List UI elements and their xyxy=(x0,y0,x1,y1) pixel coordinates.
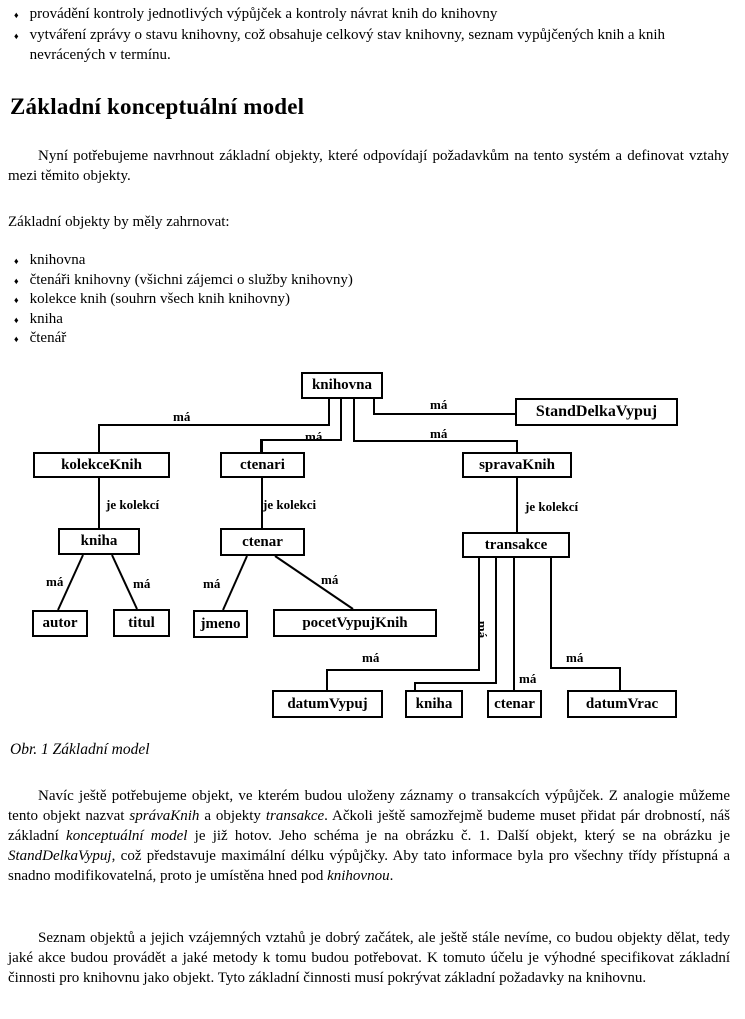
diagram-box-transakce: transakce xyxy=(462,532,570,558)
list-item xyxy=(14,25,730,65)
list-item xyxy=(14,271,714,291)
edge-label-ma-standdelka: má xyxy=(430,397,448,412)
edge-label-jekolekci-ctenar: je kolekci xyxy=(263,497,317,512)
term-konceptualni-model: konceptuální model xyxy=(66,828,188,844)
connector-transakce-datumvrac xyxy=(551,558,620,690)
diagram-box-titul: titul xyxy=(113,609,170,637)
section-heading: Základní konceptuální model xyxy=(10,94,305,119)
diagram-box-ctenari: ctenari xyxy=(220,452,305,478)
edge-label-ma-titul: má xyxy=(133,576,151,591)
edge-label-jekolekci-kniha: je kolekcí xyxy=(106,497,160,512)
bullet-icon: ♦ xyxy=(14,256,19,266)
diagram-box-jmeno: jmeno xyxy=(193,610,248,638)
diagram-box-kolekceknih: kolekceKnih xyxy=(33,452,170,478)
term-transakce: transakce xyxy=(265,808,325,824)
diagram-box-datumvrac: datumVrac xyxy=(567,690,677,718)
concept-model-diagram xyxy=(0,365,745,725)
list-item xyxy=(14,329,714,349)
paragraph-segment: . xyxy=(389,868,394,884)
diagram-box-pocetvypujknih: pocetVypujKnih xyxy=(273,609,437,637)
closing-paragraph: Seznam objektů a jejich vzájemných vztahů je dobrý začátek, ale ještě stále nevíme, co budou objekty dělat, tedy jaké akce budou provádět a jaké metody k tomu budou potřebovat. K tomuto účelu je výhodné specifikovat základní činnosti pro knihovnu jako objekt. Tyto základní činnosti musí pokrývat základní požadavky na knihovnu. xyxy=(8,930,730,986)
term-spravaknih: správaKnih xyxy=(129,808,200,824)
connector-knihovna-kolekceknih xyxy=(99,399,329,452)
diagram-box-ctenar-attr: ctenar xyxy=(487,690,542,718)
objects-bullet-list xyxy=(14,251,714,349)
paragraph-segment: je již hotov. Jeho schéma je na obrázku č. 1. Další objekt, který se na obrázku je xyxy=(187,828,731,844)
diagram-box-datumvypuj: datumVypuj xyxy=(272,690,383,718)
bullet-icon: ♦ xyxy=(14,334,19,344)
paragraph-segment: . Ačkoli ještě samozřejmě budeme muset přidat pár drobností, náš základní xyxy=(8,808,730,844)
list-item xyxy=(14,4,730,25)
diagram-box-kniha: kniha xyxy=(58,528,140,555)
edge-label-jekolekci-transakce: je kolekcí xyxy=(525,499,579,514)
diagram-box-spravaknih: spravaKnih xyxy=(462,452,572,478)
term-standdelkavypuj: StandDelkaVypuj xyxy=(8,848,112,864)
diagram-box-knihovna: knihovna xyxy=(301,372,383,399)
list-item xyxy=(14,290,714,310)
edge-label-ma-kniha-attr: má xyxy=(475,620,491,639)
paragraph-segment: , což představuje maximální délku výpůjčky. Aby tato informace byla pro všechny třídy přístupná a snadno modifikovatelná, proto je umístěna hned pod xyxy=(8,848,730,884)
bullet-icon: ♦ xyxy=(14,31,19,41)
bullet-text: provádění kontroly jednotlivých výpůjček a kontroly návrat knih do knihovny xyxy=(29,6,498,22)
bullet-text: kniha xyxy=(29,310,63,327)
connector-ctenar-jmeno xyxy=(223,556,247,610)
bullet-text: knihovna xyxy=(29,252,86,268)
edge-label-ma-kolekceknih: má xyxy=(173,409,191,424)
list-item xyxy=(14,310,714,330)
edge-label-ma-spravaknih: má xyxy=(430,426,448,441)
edge-label-ma-autor: má xyxy=(46,574,64,589)
paragraph-segment: a objekty xyxy=(199,808,266,824)
diagram-box-autor: autor xyxy=(32,610,88,637)
model-paragraph xyxy=(8,786,730,886)
objects-intro-line: Základní objekty by měly zahrnovat: xyxy=(8,214,230,230)
diagram-box-kniha-attr: kniha xyxy=(405,690,463,718)
requirements-bullet-list xyxy=(14,4,730,65)
edge-label-ma-jmeno: má xyxy=(203,576,221,591)
diagram-box-ctenar: ctenar xyxy=(220,528,305,556)
figure-caption: Obr. 1 Základní model xyxy=(10,741,150,758)
edge-label-ma-ctenari: má xyxy=(305,429,323,444)
bullet-text: kolekce knih (souhrn všech knih knihovny) xyxy=(29,291,290,307)
edge-label-ma-datumvypuj: má xyxy=(362,650,380,665)
paragraph-segment: Navíc ještě potřebujeme objekt, ve kterém budou uloženy záznamy o transakcích výpůjček. Z analogie můžeme tento objekt nazvat xyxy=(8,788,730,824)
term-knihovnou: knihovnou xyxy=(327,868,390,884)
list-item xyxy=(14,251,714,271)
bullet-text: vytváření zprávy o stavu knihovny, což obsahuje celkový stav knihovny, seznam vypůjčených knih a knih nevrácených v termínu. xyxy=(29,27,665,63)
intro-paragraph: Nyní potřebujeme navrhnout základní objekty, které odpovídají požadavkům na tento systém a definovat vztahy mezi těmito objekty. xyxy=(8,148,729,184)
edge-label-ma-datumvrac: má xyxy=(566,650,584,665)
diagram-box-standdelkavypuj: StandDelkaVypuj xyxy=(515,398,678,426)
bullet-icon: ♦ xyxy=(14,314,19,325)
connector-ctenar-pocetvypujknih xyxy=(275,556,353,609)
bullet-icon: ♦ xyxy=(14,295,19,305)
bullet-text: čtenáři knihovny (všichni zájemci o služby knihovny) xyxy=(29,271,353,288)
edge-label-ma-ctenar-attr: má xyxy=(519,671,537,686)
bullet-icon: ♦ xyxy=(14,275,19,286)
bullet-icon: ♦ xyxy=(14,10,19,20)
bullet-text: čtenář xyxy=(29,330,67,346)
edge-label-ma-pocetvypujknih: má xyxy=(321,572,339,587)
